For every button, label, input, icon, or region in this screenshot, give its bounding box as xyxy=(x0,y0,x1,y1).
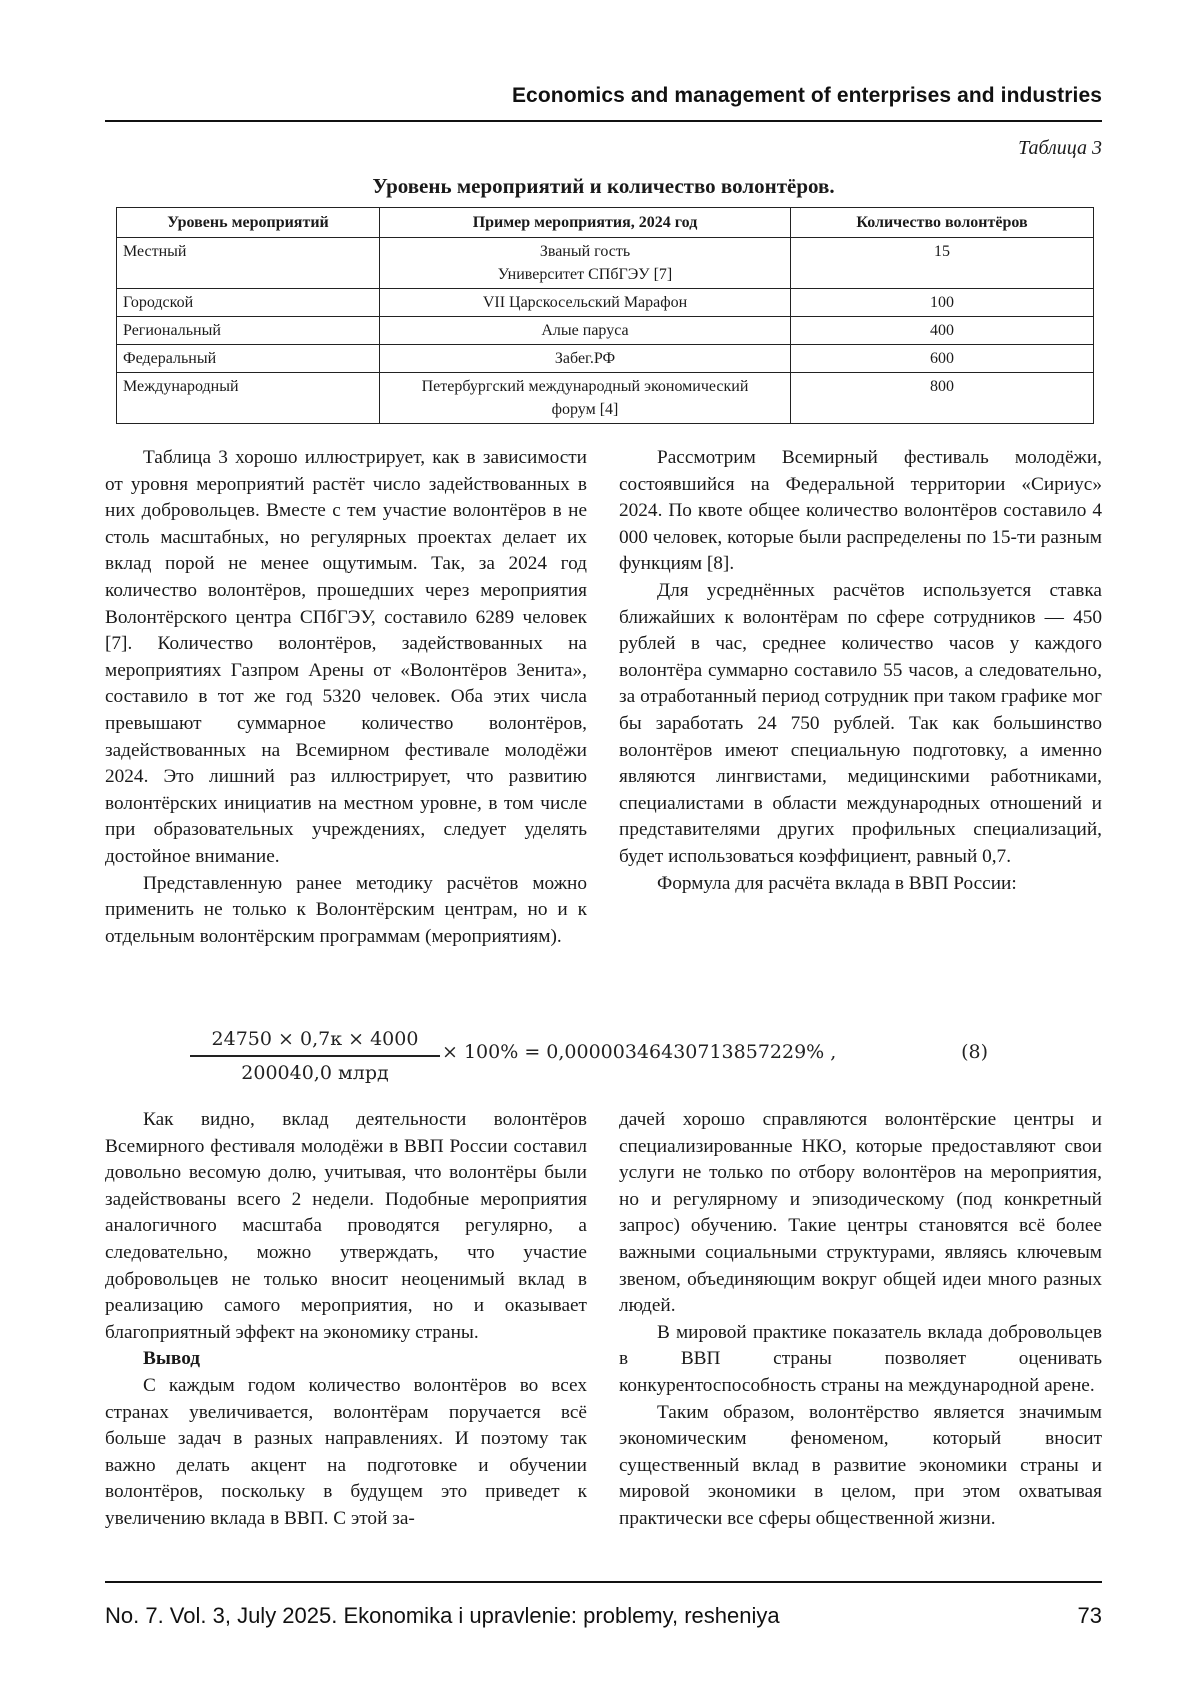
header-rule xyxy=(105,120,1102,122)
table-row xyxy=(117,373,1094,424)
body-column-right-bottom xyxy=(619,1107,1102,1533)
cell-example-line: Забег.РФ xyxy=(554,350,616,367)
footer-rule xyxy=(105,1581,1102,1583)
running-header-title: Economics and management of enterprises and industries xyxy=(511,84,1102,107)
page-number: 73 xyxy=(1077,1603,1102,1628)
cell-example-line: Алые паруса xyxy=(541,322,629,339)
column-header-example: Пример мероприятия, 2024 год xyxy=(380,208,791,238)
cell-volunteers: 400 xyxy=(791,317,1094,345)
column-header-volunteers: Количество волонтёров xyxy=(791,208,1094,238)
cell-example-line: Университет СПбГЭУ [7] xyxy=(497,266,673,283)
paragraph: дачей хорошо справляются волонтёрские центры и специализированные НКО, которые предоставляют свои услуги не только по отбору волонтёров на мероприятия, но и регулярному и эпизодическому (под конкретный запрос) обучению. Такие центры становятся всё более важными социальными структурами, являясь ключевым звеном, объединяющим вокруг общей идеи много разных людей. xyxy=(619,1109,1102,1317)
paragraph: Формула для расчёта вклада в ВВП России: xyxy=(657,872,1017,894)
formula-result: × 100% = 0,00000346430713857229% , xyxy=(442,1041,837,1063)
section-heading-conclusion: Вывод xyxy=(143,1348,201,1370)
cell-example-line: VII Царскосельский Марафон xyxy=(482,294,688,311)
cell-level: Местный xyxy=(117,238,380,289)
paragraph: С каждым годом количество волонтёров во всех странах увеличивается, волонтёрам поручается всё больше задач в разных направлениях. И поэтому так важно делать акцент на подготовке и обучении волонтёров, поскольку в будущем это приведет к увеличению вклада в ВВП. С этой за- xyxy=(105,1374,587,1529)
paragraph: Представленную ранее методику расчётов можно применить не только к Волонтёрским центрам, но и к отдельным волонтёрским программам (мероприятиям). xyxy=(105,872,587,947)
paragraph: Таблица 3 хорошо иллюстрирует, как в зависимости от уровня мероприятий растёт число задействованных в них добровольцев. Вместе с тем участие волонтёров в не столь масштабных, но регулярных проектах делает их вклад порой не менее ощутимым. Так, за 2024 год количество волонтёров, прошедших через мероприятия Волонтёрского центра СПбГЭУ, составило 6289 человек [7]. Количество волонтёров, задействованных на мероприятиях Газпром Арены от «Волонтёров Зенита», составило в тот же год 5320 человек. Оба этих числа превышают суммарное количество волонтёров, задействованных на Всемирном фестивале молодёжи 2024. Это лишний раз иллюстрирует, что развитию волонтёрских инициатив на местном уровне, в том числе при образовательных учреждениях, следует уделять достойное внимание. xyxy=(105,447,587,867)
body-column-left-bottom xyxy=(105,1107,587,1533)
table-title: Уровень мероприятий и количество волонтёров. xyxy=(372,174,835,198)
cell-example-line: Званый гость xyxy=(539,243,631,260)
volunteers-table xyxy=(116,207,1094,424)
footer-citation: No. 7. Vol. 3, July 2025. Ekonomika i upravlenie: problemy, resheniya xyxy=(105,1603,780,1628)
cell-example xyxy=(380,317,791,345)
formula-denominator: 200040,0 млрд xyxy=(241,1061,389,1084)
table-row xyxy=(117,289,1094,317)
cell-example xyxy=(380,289,791,317)
equation-number: (8) xyxy=(961,1041,988,1063)
body-column-right-top xyxy=(619,445,1102,897)
cell-level: Международный xyxy=(117,373,380,424)
formula-fraction xyxy=(190,1025,440,1087)
cell-example xyxy=(380,373,791,424)
paragraph: Рассмотрим Всемирный фестиваль молодёжи, состоявшийся на Федеральной территории «Сириус» 2024. По квоте общее количество волонтёров составило 4 000 человек, которые были распределены по 15-ти разным функциям [8]. xyxy=(619,447,1102,575)
cell-volunteers: 100 xyxy=(791,289,1094,317)
cell-example xyxy=(380,345,791,373)
cell-example-line: Петербургский международный экономический xyxy=(421,378,749,395)
cell-level: Городской xyxy=(117,289,380,317)
table-row xyxy=(117,345,1094,373)
table-row xyxy=(117,317,1094,345)
paragraph: Таким образом, волонтёрство является значимым экономическим феноменом, который вносит существенный вклад в развитие экономики страны и мировой экономики в целом, при этом охватывая практически все сферы общественной жизни. xyxy=(619,1401,1102,1529)
cell-volunteers: 800 xyxy=(791,373,1094,424)
cell-volunteers: 600 xyxy=(791,345,1094,373)
cell-level: Региональный xyxy=(117,317,380,345)
column-header-level: Уровень мероприятий xyxy=(117,208,380,238)
formula-8 xyxy=(190,1025,1010,1095)
fraction-bar xyxy=(190,1055,440,1057)
cell-example xyxy=(380,238,791,289)
paragraph: Как видно, вклад деятельности волонтёров Всемирного фестиваля молодёжи в ВВП России составил довольно весомую долю, учитывая, что волонтёры были задействованы всего 2 недели. Подобные мероприятия аналогичного масштаба проводятся регулярно, а следовательно, можно утверждать, что участие добровольцев не только вносит неоценимый вклад в реализацию самого мероприятия, но и оказывает благоприятный эффект на экономику страны. xyxy=(105,1109,587,1343)
formula-numerator: 24750 × 0,7к × 4000 xyxy=(211,1028,419,1050)
table-row xyxy=(117,238,1094,289)
paragraph: В мировой практике показатель вклада добровольцев в ВВП страны позволяет оценивать конкурентоспособность страны на международной арене. xyxy=(619,1321,1102,1396)
table-header-row xyxy=(117,208,1094,238)
paragraph: Для усреднённых расчётов используется ставка ближайших к волонтёрам по сфере сотрудников — 450 рублей в час, среднее количество часов у каждого волонтёра суммарно составило 55 часов, а следовательно, за отработанный период сотрудник при таком графике мог бы заработать 24 750 рублей. Так как большинство волонтёров имеют специальную подготовку, а именно являются лингвистами, медицинскими работниками, специалистами в области международных отношений и представителями других профильных специализаций, будет использоваться коэффициент, равный 0,7. xyxy=(619,579,1102,867)
cell-level: Федеральный xyxy=(117,345,380,373)
cell-volunteers: 15 xyxy=(791,238,1094,289)
body-column-left-top xyxy=(105,445,587,950)
table-label: Таблица 3 xyxy=(1018,137,1102,159)
cell-example-line: форум [4] xyxy=(551,401,619,418)
